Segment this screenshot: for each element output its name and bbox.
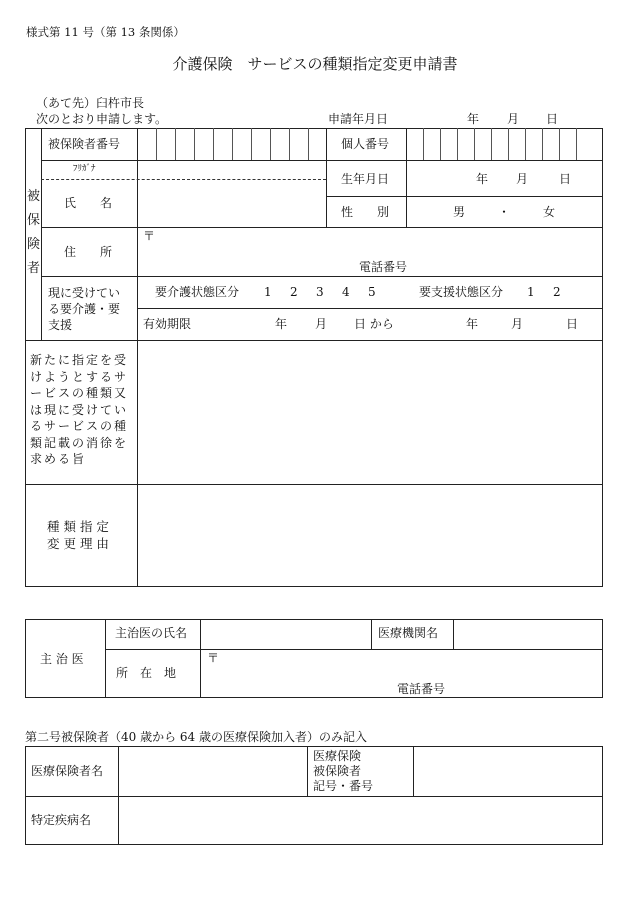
address-label: 住 所 bbox=[64, 245, 113, 259]
service-request-input[interactable] bbox=[138, 341, 602, 484]
addressee: （あて先）臼杵市長 bbox=[36, 96, 145, 110]
insured-section-char: 保 bbox=[27, 213, 41, 228]
application-date-day: 日 bbox=[546, 112, 559, 126]
application-statement: 次のとおり申請します。 bbox=[36, 112, 168, 126]
table-border-bottom bbox=[25, 844, 603, 845]
change-reason-label-line: 変 更 理 由 bbox=[47, 536, 109, 551]
table-border-bottom bbox=[25, 586, 603, 587]
insured-section-char: 被 bbox=[27, 189, 41, 204]
table-border-right bbox=[602, 128, 603, 587]
col-divider bbox=[371, 619, 372, 649]
page-title: 介護保険 サービスの種類指定変更申請書 bbox=[172, 55, 458, 73]
validity-to-month: 月 bbox=[511, 317, 524, 331]
care-level-option[interactable]: 3 bbox=[316, 285, 324, 299]
service-request-line: 求める旨 bbox=[30, 452, 87, 466]
application-date-year: 年 bbox=[467, 112, 480, 126]
application-date-label: 申請年月日 bbox=[328, 112, 389, 126]
change-reason-input[interactable] bbox=[138, 485, 602, 586]
insured-id-label-line: 記号・番号 bbox=[313, 779, 374, 793]
insured-number-input[interactable] bbox=[138, 129, 326, 160]
validity-from: 日 から bbox=[354, 317, 394, 331]
birth-date-input[interactable] bbox=[407, 161, 602, 196]
name-label: 氏 名 bbox=[64, 196, 113, 210]
insured-id-label-line: 被保険者 bbox=[313, 764, 362, 778]
sex-male-option[interactable]: 男 bbox=[453, 205, 466, 219]
insurer-name-label: 医療保険者名 bbox=[31, 764, 104, 778]
support-level-option[interactable]: 2 bbox=[553, 285, 561, 299]
validity-label: 有効期限 bbox=[143, 317, 192, 331]
mid-divider bbox=[326, 128, 327, 227]
care-level-option[interactable]: 1 bbox=[264, 285, 272, 299]
doctor-name-label: 主治医の氏名 bbox=[115, 626, 188, 640]
doctor-phone-label: 電話番号 bbox=[397, 682, 446, 696]
service-request-line: けようとするサ bbox=[30, 369, 129, 384]
sex-separator: ・ bbox=[498, 205, 511, 219]
specific-disease-input[interactable] bbox=[119, 797, 602, 844]
personal-number-label: 個人番号 bbox=[341, 137, 390, 151]
second-insured-heading: 第二号被保険者（40 歳から 64 歳の医療保険加入者）のみ記入 bbox=[25, 730, 367, 744]
personal-number-input[interactable] bbox=[407, 129, 602, 160]
validity-to-year: 年 bbox=[466, 317, 479, 331]
change-reason-label-line: 種 類 指 定 bbox=[47, 519, 109, 534]
application-date-month: 月 bbox=[507, 112, 520, 126]
insured-number-label: 被保険者番号 bbox=[48, 137, 121, 151]
specific-disease-label: 特定疾病名 bbox=[31, 813, 92, 827]
form-number: 様式第 11 号（第 13 条関係） bbox=[26, 25, 185, 39]
medical-institution-input[interactable] bbox=[454, 620, 602, 649]
insurer-name-input[interactable] bbox=[119, 747, 307, 796]
service-request-line: は現に受けてい bbox=[30, 402, 129, 417]
phone-label: 電話番号 bbox=[359, 260, 408, 274]
name-input[interactable] bbox=[138, 180, 326, 227]
insured-section-char: 者 bbox=[27, 261, 41, 276]
service-request-line: ービスの種類又 bbox=[30, 386, 129, 400]
validity-to-day: 日 bbox=[566, 317, 579, 331]
doctor-section-label: 主 治 医 bbox=[40, 652, 84, 666]
table-border-left bbox=[25, 128, 26, 587]
care-level-option[interactable]: 5 bbox=[368, 285, 376, 299]
medical-institution-label: 医療機関名 bbox=[378, 626, 439, 640]
table-border-bottom bbox=[25, 697, 603, 698]
doctor-name-input[interactable] bbox=[201, 620, 371, 649]
validity-year: 年 bbox=[275, 317, 288, 331]
furigana-input[interactable] bbox=[138, 161, 326, 179]
col-divider bbox=[307, 746, 308, 796]
furigana-label: ﾌﾘｶﾞﾅ bbox=[73, 164, 96, 174]
doctor-postal-mark: 〒 bbox=[207, 651, 220, 665]
care-level-category-label: 要介護状態区分 bbox=[155, 285, 240, 299]
col-divider bbox=[105, 619, 106, 698]
birth-month: 月 bbox=[516, 172, 529, 186]
table-border-left bbox=[25, 619, 26, 698]
support-category-label: 要支援状態区分 bbox=[419, 285, 504, 299]
care-level-option[interactable]: 4 bbox=[342, 285, 350, 299]
table-border-right bbox=[602, 619, 603, 698]
validity-month: 月 bbox=[315, 317, 328, 331]
care-level-label-line: 支援 bbox=[48, 318, 73, 332]
birth-date-label: 生年月日 bbox=[341, 172, 390, 186]
insured-id-label-line: 医療保険 bbox=[313, 749, 362, 763]
care-level-label-line: る要介護・要 bbox=[48, 302, 121, 316]
doctor-location-label: 所 在 地 bbox=[116, 666, 177, 680]
birth-day: 日 bbox=[559, 172, 572, 186]
sex-label: 性 別 bbox=[341, 205, 390, 219]
service-request-label bbox=[30, 352, 128, 468]
row-divider bbox=[326, 196, 602, 197]
care-level-option[interactable]: 2 bbox=[290, 285, 298, 299]
validity-input[interactable] bbox=[200, 309, 602, 340]
birth-year: 年 bbox=[476, 172, 489, 186]
service-request-line: 類記載の消徐を bbox=[30, 435, 129, 450]
service-request-line: 新たに指定を受 bbox=[30, 353, 129, 367]
postal-mark: 〒 bbox=[143, 229, 156, 243]
support-level-option[interactable]: 1 bbox=[527, 285, 535, 299]
insured-id-input[interactable] bbox=[414, 747, 602, 796]
care-level-label-line: 現に受けてい bbox=[48, 286, 121, 300]
insured-section-char: 険 bbox=[27, 237, 41, 252]
service-request-line: るサービスの種 bbox=[30, 419, 129, 433]
sex-female-option[interactable]: 女 bbox=[543, 205, 556, 219]
row-divider bbox=[41, 276, 602, 277]
